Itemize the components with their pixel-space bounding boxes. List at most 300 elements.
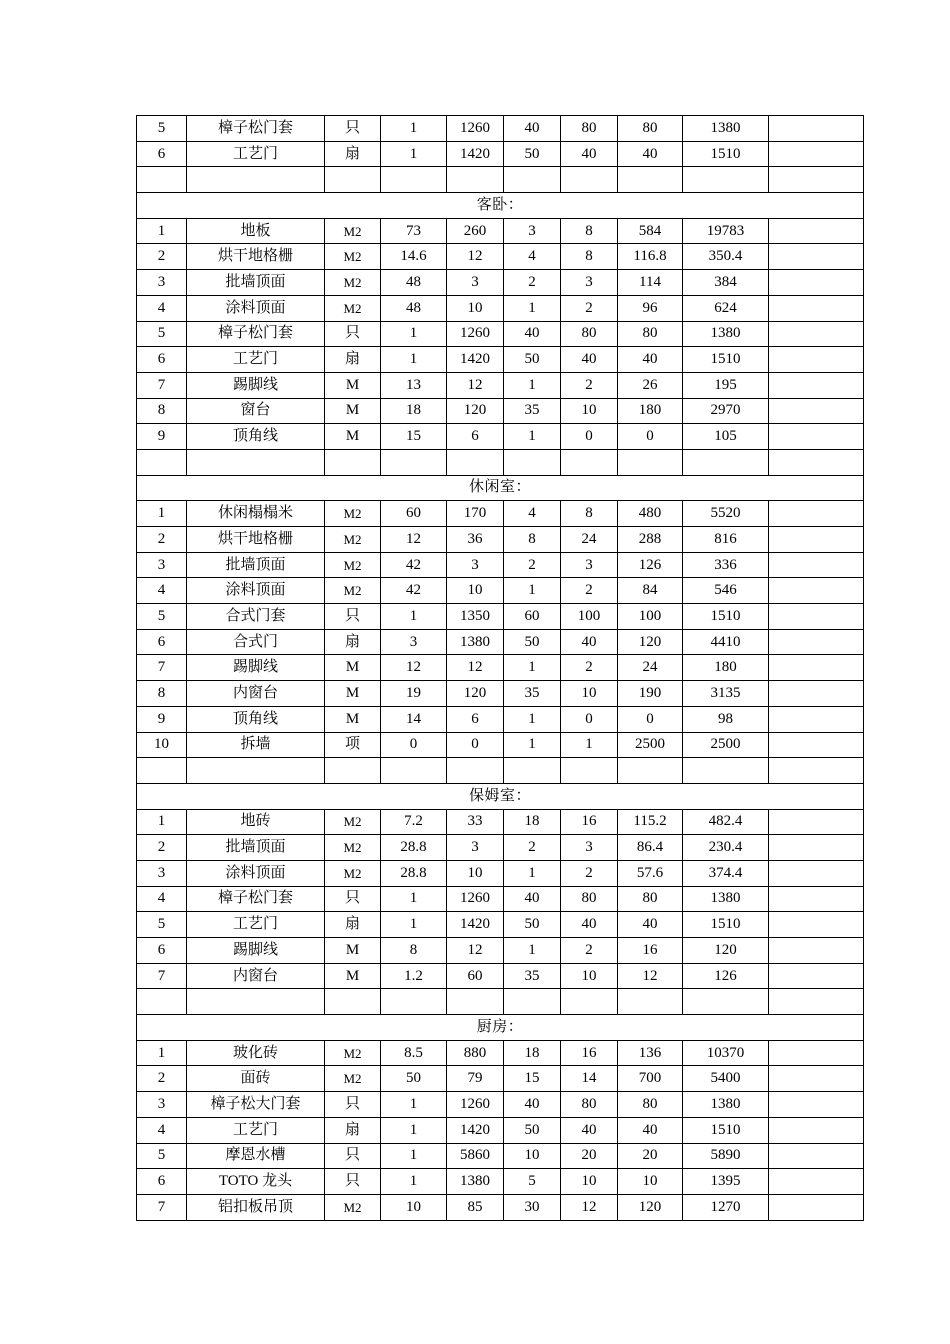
subtotal-cell: 80: [618, 886, 683, 912]
labor-price-cell: 50: [504, 912, 561, 938]
item-name-cell: 樟子松门套: [187, 886, 325, 912]
labor-price-cell: 50: [504, 1117, 561, 1143]
total-cell: 195: [683, 372, 769, 398]
subtotal-cell: 84: [618, 578, 683, 604]
quantity-cell: 8: [381, 938, 447, 964]
subtotal-cell: 10: [618, 1169, 683, 1195]
empty-cell: [683, 167, 769, 193]
table-row: [137, 629, 864, 655]
remark-cell: [769, 629, 864, 655]
quantity-cell: 28.8: [381, 835, 447, 861]
empty-cell: [447, 167, 504, 193]
item-name-cell: 批墙顶面: [187, 835, 325, 861]
quantity-cell: 28.8: [381, 860, 447, 886]
unit-cell: M2: [325, 295, 381, 321]
labor-price-cell: 2: [504, 270, 561, 296]
total-cell: 5400: [683, 1066, 769, 1092]
unit-cell: 项: [325, 732, 381, 758]
item-name-cell: 合式门: [187, 629, 325, 655]
table-row: [137, 938, 864, 964]
aux-price-cell: 10: [561, 398, 618, 424]
item-name-cell: 涂料顶面: [187, 295, 325, 321]
item-name-cell: 踢脚线: [187, 372, 325, 398]
table-row: [137, 501, 864, 527]
remark-cell: [769, 372, 864, 398]
table-row: [137, 321, 864, 347]
labor-price-cell: 35: [504, 681, 561, 707]
row-number-cell: 2: [137, 527, 187, 553]
labor-price-cell: 40: [504, 116, 561, 142]
subtotal-cell: 57.6: [618, 860, 683, 886]
item-name-cell: 面砖: [187, 1066, 325, 1092]
empty-cell: [325, 167, 381, 193]
row-number-cell: 3: [137, 1092, 187, 1118]
quantity-cell: 73: [381, 218, 447, 244]
total-cell: 1270: [683, 1194, 769, 1220]
row-number-cell: 5: [137, 604, 187, 630]
item-name-cell: 烘干地格栅: [187, 244, 325, 270]
empty-cell: [381, 989, 447, 1015]
total-cell: 1510: [683, 141, 769, 167]
remark-cell: [769, 1040, 864, 1066]
subtotal-cell: 80: [618, 321, 683, 347]
quantity-cell: 1: [381, 886, 447, 912]
unit-cell: M: [325, 424, 381, 450]
labor-price-cell: 18: [504, 809, 561, 835]
total-cell: 10370: [683, 1040, 769, 1066]
table-row: [137, 578, 864, 604]
subtotal-cell: 12: [618, 963, 683, 989]
aux-price-cell: 8: [561, 244, 618, 270]
table-row: [137, 270, 864, 296]
quantity-cell: 42: [381, 552, 447, 578]
quantity-cell: 1: [381, 141, 447, 167]
total-cell: 3135: [683, 681, 769, 707]
remark-cell: [769, 604, 864, 630]
row-number-cell: 4: [137, 886, 187, 912]
table-row: [137, 372, 864, 398]
material-price-cell: 5860: [447, 1143, 504, 1169]
aux-price-cell: 3: [561, 552, 618, 578]
item-name-cell: 内窗台: [187, 681, 325, 707]
quantity-cell: 18: [381, 398, 447, 424]
labor-price-cell: 10: [504, 1143, 561, 1169]
table-row: [137, 1066, 864, 1092]
item-name-cell: 烘干地格栅: [187, 527, 325, 553]
section-title: 厨房：: [137, 1015, 864, 1041]
material-price-cell: 1420: [447, 912, 504, 938]
aux-price-cell: 100: [561, 604, 618, 630]
item-name-cell: 樟子松门套: [187, 321, 325, 347]
table-row: [137, 1169, 864, 1195]
subtotal-cell: 100: [618, 604, 683, 630]
aux-price-cell: 40: [561, 1117, 618, 1143]
total-cell: 1380: [683, 886, 769, 912]
aux-price-cell: 80: [561, 116, 618, 142]
item-name-cell: 摩恩水槽: [187, 1143, 325, 1169]
table-row: [137, 244, 864, 270]
total-cell: 1510: [683, 604, 769, 630]
labor-price-cell: 4: [504, 501, 561, 527]
empty-cell: [137, 989, 187, 1015]
section-header-row: [137, 1015, 864, 1041]
subtotal-cell: 116.8: [618, 244, 683, 270]
subtotal-cell: 288: [618, 527, 683, 553]
empty-cell: [504, 167, 561, 193]
subtotal-cell: 40: [618, 912, 683, 938]
table-row: [137, 218, 864, 244]
empty-cell: [504, 758, 561, 784]
subtotal-cell: 120: [618, 1194, 683, 1220]
table-body: [137, 116, 864, 1221]
item-name-cell: 踢脚线: [187, 938, 325, 964]
empty-cell: [683, 989, 769, 1015]
unit-cell: 只: [325, 1169, 381, 1195]
total-cell: 384: [683, 270, 769, 296]
empty-cell: [137, 449, 187, 475]
unit-cell: M2: [325, 244, 381, 270]
empty-cell: [504, 989, 561, 1015]
aux-price-cell: 14: [561, 1066, 618, 1092]
unit-cell: M2: [325, 860, 381, 886]
remark-cell: [769, 424, 864, 450]
aux-price-cell: 2: [561, 938, 618, 964]
item-name-cell: 工艺门: [187, 912, 325, 938]
subtotal-cell: 2500: [618, 732, 683, 758]
aux-price-cell: 2: [561, 860, 618, 886]
item-name-cell: 工艺门: [187, 141, 325, 167]
total-cell: 126: [683, 963, 769, 989]
subtotal-cell: 16: [618, 938, 683, 964]
row-number-cell: 9: [137, 424, 187, 450]
aux-price-cell: 40: [561, 141, 618, 167]
labor-price-cell: 4: [504, 244, 561, 270]
quantity-cell: 3: [381, 629, 447, 655]
item-name-cell: 合式门套: [187, 604, 325, 630]
unit-cell: 只: [325, 886, 381, 912]
row-number-cell: 6: [137, 938, 187, 964]
material-price-cell: 60: [447, 963, 504, 989]
empty-cell: [769, 758, 864, 784]
aux-price-cell: 2: [561, 372, 618, 398]
unit-cell: M2: [325, 218, 381, 244]
material-price-cell: 170: [447, 501, 504, 527]
remark-cell: [769, 527, 864, 553]
quantity-cell: 1: [381, 1117, 447, 1143]
aux-price-cell: 80: [561, 321, 618, 347]
table-row: [137, 963, 864, 989]
material-price-cell: 3: [447, 270, 504, 296]
aux-price-cell: 12: [561, 1194, 618, 1220]
row-number-cell: 7: [137, 963, 187, 989]
quantity-cell: 1.2: [381, 963, 447, 989]
remark-cell: [769, 1066, 864, 1092]
remark-cell: [769, 860, 864, 886]
labor-price-cell: 1: [504, 732, 561, 758]
total-cell: 2970: [683, 398, 769, 424]
subtotal-cell: 584: [618, 218, 683, 244]
remark-cell: [769, 1194, 864, 1220]
quantity-cell: 12: [381, 655, 447, 681]
table-row: [137, 835, 864, 861]
row-number-cell: 6: [137, 629, 187, 655]
item-name-cell: 窗台: [187, 398, 325, 424]
labor-price-cell: 1: [504, 938, 561, 964]
total-cell: 374.4: [683, 860, 769, 886]
quantity-cell: 19: [381, 681, 447, 707]
row-number-cell: 10: [137, 732, 187, 758]
row-number-cell: 1: [137, 1040, 187, 1066]
item-name-cell: 休闲榻榻米: [187, 501, 325, 527]
material-price-cell: 12: [447, 938, 504, 964]
unit-cell: M: [325, 655, 381, 681]
labor-price-cell: 1: [504, 655, 561, 681]
item-name-cell: 工艺门: [187, 347, 325, 373]
unit-cell: M2: [325, 578, 381, 604]
row-number-cell: 7: [137, 372, 187, 398]
total-cell: 1380: [683, 116, 769, 142]
row-number-cell: 1: [137, 501, 187, 527]
table-row: [137, 681, 864, 707]
empty-cell: [618, 167, 683, 193]
unit-cell: 扇: [325, 1117, 381, 1143]
total-cell: 1510: [683, 347, 769, 373]
blank-row: [137, 167, 864, 193]
labor-price-cell: 1: [504, 860, 561, 886]
row-number-cell: 2: [137, 1066, 187, 1092]
material-price-cell: 1380: [447, 629, 504, 655]
aux-price-cell: 2: [561, 578, 618, 604]
subtotal-cell: 114: [618, 270, 683, 296]
labor-price-cell: 1: [504, 372, 561, 398]
aux-price-cell: 16: [561, 809, 618, 835]
table-row: [137, 347, 864, 373]
subtotal-cell: 86.4: [618, 835, 683, 861]
unit-cell: M: [325, 681, 381, 707]
total-cell: 816: [683, 527, 769, 553]
row-number-cell: 3: [137, 270, 187, 296]
quantity-cell: 60: [381, 501, 447, 527]
quantity-cell: 1: [381, 1169, 447, 1195]
aux-price-cell: 0: [561, 424, 618, 450]
remark-cell: [769, 270, 864, 296]
subtotal-cell: 40: [618, 1117, 683, 1143]
material-price-cell: 1380: [447, 1169, 504, 1195]
item-name-cell: 铝扣板吊顶: [187, 1194, 325, 1220]
quantity-cell: 0: [381, 732, 447, 758]
remark-cell: [769, 1117, 864, 1143]
total-cell: 98: [683, 706, 769, 732]
item-name-cell: 拆墙: [187, 732, 325, 758]
total-cell: 1395: [683, 1169, 769, 1195]
total-cell: 624: [683, 295, 769, 321]
material-price-cell: 1260: [447, 321, 504, 347]
row-number-cell: 7: [137, 655, 187, 681]
unit-cell: 只: [325, 604, 381, 630]
material-price-cell: 120: [447, 398, 504, 424]
row-number-cell: 9: [137, 706, 187, 732]
labor-price-cell: 40: [504, 1092, 561, 1118]
blank-row: [137, 989, 864, 1015]
empty-cell: [769, 167, 864, 193]
labor-price-cell: 8: [504, 527, 561, 553]
empty-cell: [504, 449, 561, 475]
labor-price-cell: 18: [504, 1040, 561, 1066]
aux-price-cell: 0: [561, 706, 618, 732]
empty-cell: [137, 758, 187, 784]
unit-cell: M2: [325, 1040, 381, 1066]
subtotal-cell: 0: [618, 424, 683, 450]
subtotal-cell: 26: [618, 372, 683, 398]
empty-cell: [381, 758, 447, 784]
unit-cell: 扇: [325, 347, 381, 373]
remark-cell: [769, 244, 864, 270]
empty-cell: [325, 449, 381, 475]
table-row: [137, 1143, 864, 1169]
labor-price-cell: 40: [504, 321, 561, 347]
remark-cell: [769, 706, 864, 732]
remark-cell: [769, 809, 864, 835]
aux-price-cell: 10: [561, 681, 618, 707]
quantity-cell: 10: [381, 1194, 447, 1220]
aux-price-cell: 16: [561, 1040, 618, 1066]
material-price-cell: 0: [447, 732, 504, 758]
labor-price-cell: 2: [504, 552, 561, 578]
unit-cell: M: [325, 938, 381, 964]
item-name-cell: 樟子松大门套: [187, 1092, 325, 1118]
labor-price-cell: 3: [504, 218, 561, 244]
total-cell: 336: [683, 552, 769, 578]
item-name-cell: 顶角线: [187, 706, 325, 732]
remark-cell: [769, 681, 864, 707]
quantity-cell: 7.2: [381, 809, 447, 835]
subtotal-cell: 115.2: [618, 809, 683, 835]
remark-cell: [769, 1143, 864, 1169]
row-number-cell: 4: [137, 295, 187, 321]
unit-cell: M2: [325, 552, 381, 578]
unit-cell: 只: [325, 321, 381, 347]
unit-cell: 扇: [325, 141, 381, 167]
aux-price-cell: 2: [561, 295, 618, 321]
material-price-cell: 36: [447, 527, 504, 553]
blank-row: [137, 758, 864, 784]
total-cell: 1380: [683, 321, 769, 347]
unit-cell: M: [325, 963, 381, 989]
labor-price-cell: 35: [504, 963, 561, 989]
remark-cell: [769, 116, 864, 142]
total-cell: 19783: [683, 218, 769, 244]
labor-price-cell: 1: [504, 295, 561, 321]
empty-cell: [618, 989, 683, 1015]
subtotal-cell: 80: [618, 116, 683, 142]
remark-cell: [769, 218, 864, 244]
row-number-cell: 8: [137, 681, 187, 707]
quantity-cell: 48: [381, 270, 447, 296]
remark-cell: [769, 835, 864, 861]
remark-cell: [769, 321, 864, 347]
remark-cell: [769, 1092, 864, 1118]
aux-price-cell: 24: [561, 527, 618, 553]
total-cell: 230.4: [683, 835, 769, 861]
subtotal-cell: 126: [618, 552, 683, 578]
quantity-cell: 48: [381, 295, 447, 321]
total-cell: 1510: [683, 912, 769, 938]
row-number-cell: 6: [137, 347, 187, 373]
unit-cell: M2: [325, 527, 381, 553]
empty-cell: [447, 758, 504, 784]
unit-cell: M2: [325, 270, 381, 296]
row-number-cell: 5: [137, 912, 187, 938]
empty-cell: [769, 449, 864, 475]
material-price-cell: 85: [447, 1194, 504, 1220]
subtotal-cell: 40: [618, 141, 683, 167]
row-number-cell: 5: [137, 321, 187, 347]
material-price-cell: 12: [447, 244, 504, 270]
table-row: [137, 141, 864, 167]
empty-cell: [618, 449, 683, 475]
empty-cell: [769, 989, 864, 1015]
table-row: [137, 527, 864, 553]
row-number-cell: 2: [137, 244, 187, 270]
section-title: 保姆室：: [137, 783, 864, 809]
row-number-cell: 8: [137, 398, 187, 424]
remark-cell: [769, 295, 864, 321]
material-price-cell: 79: [447, 1066, 504, 1092]
aux-price-cell: 20: [561, 1143, 618, 1169]
subtotal-cell: 96: [618, 295, 683, 321]
total-cell: 2500: [683, 732, 769, 758]
total-cell: 4410: [683, 629, 769, 655]
item-name-cell: 工艺门: [187, 1117, 325, 1143]
empty-cell: [561, 989, 618, 1015]
subtotal-cell: 40: [618, 347, 683, 373]
unit-cell: 只: [325, 1143, 381, 1169]
total-cell: 5890: [683, 1143, 769, 1169]
item-name-cell: 顶角线: [187, 424, 325, 450]
material-price-cell: 10: [447, 578, 504, 604]
empty-cell: [187, 449, 325, 475]
item-name-cell: 内窗台: [187, 963, 325, 989]
aux-price-cell: 80: [561, 1092, 618, 1118]
remark-cell: [769, 963, 864, 989]
aux-price-cell: 10: [561, 1169, 618, 1195]
section-header-row: [137, 193, 864, 219]
quantity-cell: 8.5: [381, 1040, 447, 1066]
material-price-cell: 12: [447, 372, 504, 398]
empty-cell: [137, 167, 187, 193]
item-name-cell: 地板: [187, 218, 325, 244]
remark-cell: [769, 141, 864, 167]
empty-cell: [187, 167, 325, 193]
labor-price-cell: 1: [504, 578, 561, 604]
item-name-cell: 批墙顶面: [187, 552, 325, 578]
table-row: [137, 809, 864, 835]
quantity-cell: 1: [381, 1143, 447, 1169]
row-number-cell: 4: [137, 578, 187, 604]
table-row: [137, 1194, 864, 1220]
row-number-cell: 1: [137, 809, 187, 835]
labor-price-cell: 2: [504, 835, 561, 861]
unit-cell: M: [325, 372, 381, 398]
unit-cell: M2: [325, 1194, 381, 1220]
table-row: [137, 424, 864, 450]
remark-cell: [769, 347, 864, 373]
quantity-cell: 1: [381, 604, 447, 630]
empty-cell: [187, 758, 325, 784]
aux-price-cell: 1: [561, 732, 618, 758]
section-header-row: [137, 783, 864, 809]
unit-cell: 只: [325, 116, 381, 142]
